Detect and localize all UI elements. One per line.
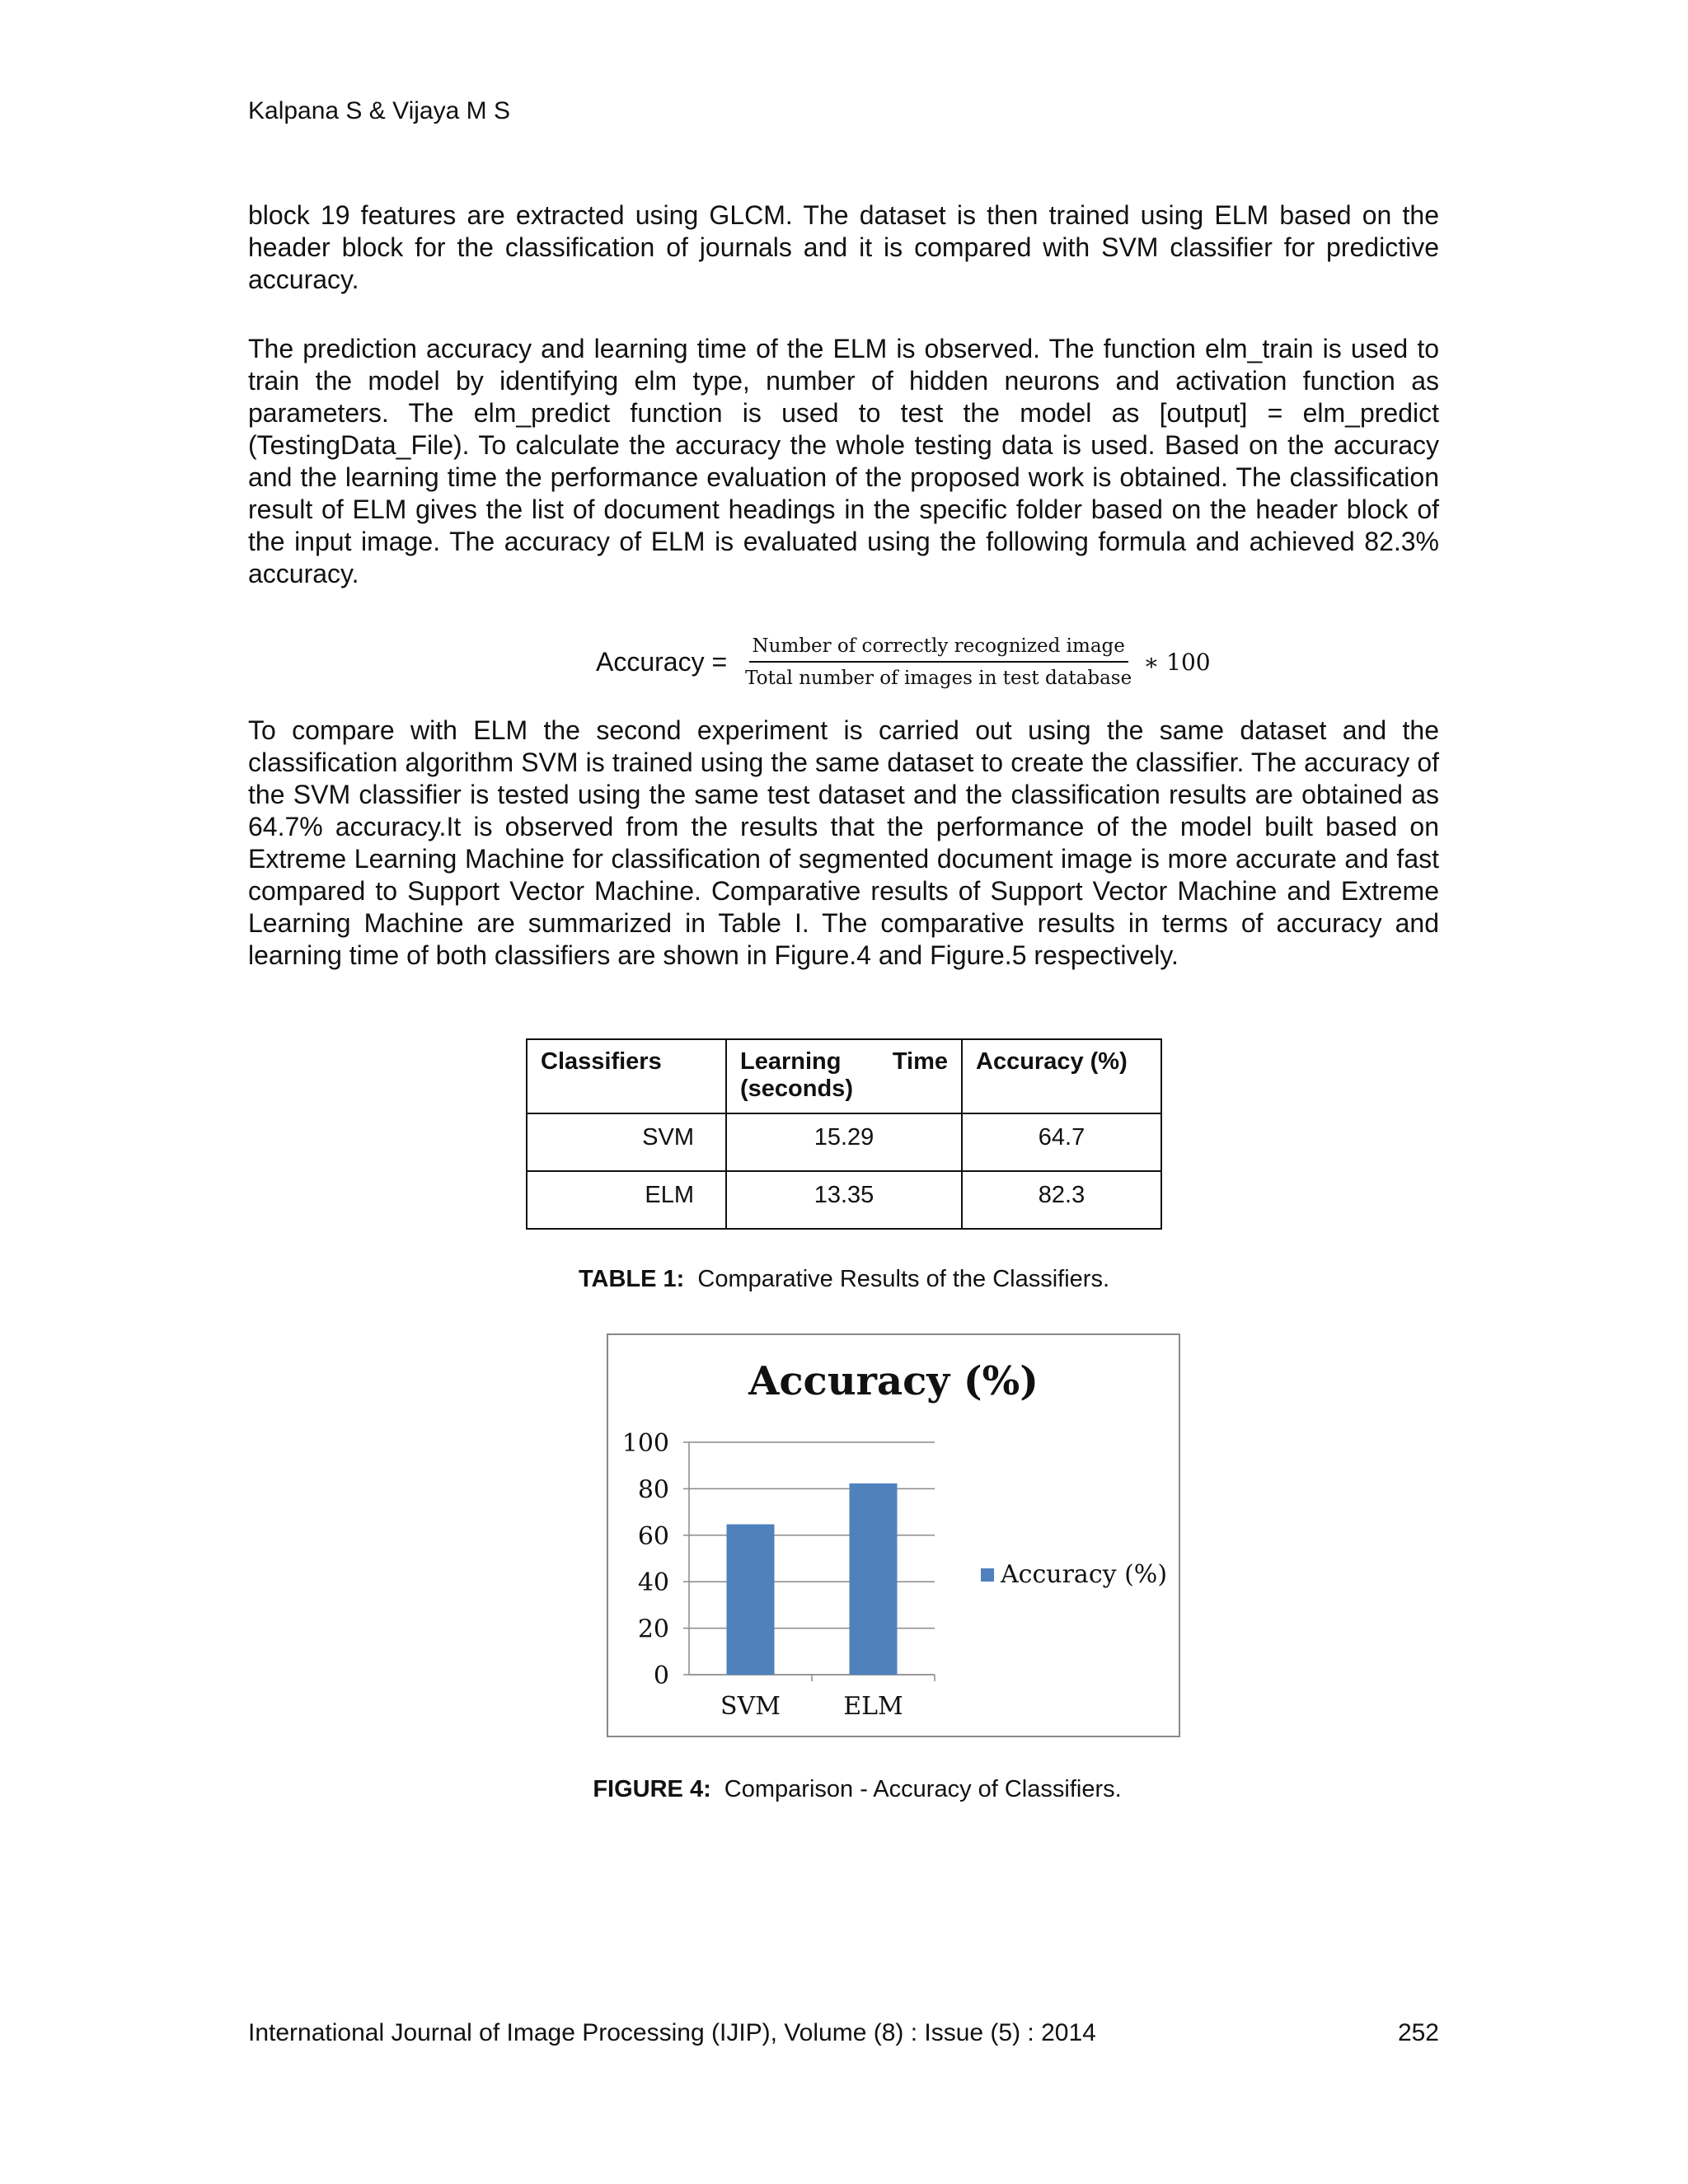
chart-title: Accuracy (%)	[748, 1358, 1039, 1404]
y-tick-label: 100	[621, 1429, 669, 1458]
table-row	[527, 1113, 1161, 1171]
paragraph-3: To compare with ELM the second experiment is carried out using the same dataset and the classification algorithm SVM is trained using the same dataset to create the classifier. The accuracy of the SVM classifier is tested using the same test dataset and the classification results are obtained as 64.7% accuracy.It is observed from the results that the performance of the model built based on Extreme Learning Machine for classification of segmented document image is more accurate and fast compared to Support Vector Machine. Comparative results of Support Vector Machine and Extreme Learning Machine are summarized in Table I. The comparative results in terms of accuracy and learning time of both classifiers are shown in Figure.4 and Figure.5 respectively.	[248, 715, 1439, 970]
header-learning-time	[726, 1039, 962, 1113]
table-header-row	[527, 1039, 1161, 1113]
formula-label: Accuracy =	[596, 646, 728, 677]
formula-denominator: Total number of images in test database	[745, 667, 1132, 689]
chart-canvas	[608, 1335, 1179, 1736]
figure-caption	[0, 1776, 1688, 1803]
running-header: Kalpana S & Vijaya M S	[248, 97, 510, 124]
y-tick-label: 20	[637, 1615, 669, 1644]
paragraph-2: The prediction accuracy and learning time of the ELM is observed. The function elm_train is used to train the model by identifying elm type, number of hidden neurons and activation function as parameters. The elm_predict function is used to test the model as [output] = elm_predict (TestingData_File). To calculate the accuracy the whole testing data is used. Based on the accuracy and the learning time the performance evaluation of the proposed work is obtained. The classification result of ELM gives the list of document headings in the specific folder based on the header block of the input image. The accuracy of ELM is evaluated using the following formula and achieved 82.3% accuracy.	[248, 334, 1439, 588]
header-learning-word: Learning	[740, 1048, 842, 1075]
table-caption	[0, 1266, 1688, 1293]
cell-learning-time: 15.29	[726, 1113, 962, 1171]
y-tick-label: 80	[637, 1475, 669, 1505]
header-accuracy: Accuracy (%)	[962, 1039, 1161, 1113]
accuracy-chart	[607, 1333, 1180, 1737]
figure-caption-label: FIGURE 4:	[593, 1776, 711, 1802]
formula-fraction	[742, 635, 1135, 689]
y-tick-label: 60	[637, 1521, 669, 1551]
cell-classifier: SVM	[527, 1113, 726, 1171]
bar-elm	[850, 1483, 898, 1675]
legend-swatch	[981, 1568, 994, 1582]
page-number: 252	[1397, 2019, 1439, 2046]
header-classifiers: Classifiers	[527, 1039, 726, 1113]
cell-accuracy: 64.7	[962, 1113, 1161, 1171]
cell-classifier: ELM	[527, 1171, 726, 1229]
figure-caption-text: Comparison - Accuracy of Classifiers.	[724, 1776, 1122, 1802]
table-caption-text: Comparative Results of the Classifiers.	[697, 1266, 1110, 1292]
results-table	[526, 1038, 1162, 1230]
cell-learning-time: 13.35	[726, 1171, 962, 1229]
x-tick-label: ELM	[843, 1692, 903, 1721]
accuracy-formula	[596, 625, 1211, 699]
formula-numerator: Number of correctly recognized image	[749, 635, 1128, 663]
paragraph-1: block 19 features are extracted using GLCM. The dataset is then trained using ELM based on the header block for the classification of journals and it is compared with SVM classifier for predictive accuracy.	[248, 200, 1439, 294]
header-seconds-word: (seconds)	[740, 1076, 853, 1102]
table-row	[527, 1171, 1161, 1229]
x-tick-label: SVM	[720, 1692, 781, 1721]
formula-multiplier: ∗ 100	[1143, 648, 1211, 676]
y-tick-label: 0	[653, 1661, 669, 1690]
cell-accuracy: 82.3	[962, 1171, 1161, 1229]
table-caption-label: TABLE 1:	[578, 1266, 685, 1292]
header-time-word: Time	[892, 1048, 948, 1075]
footer-journal: International Journal of Image Processing (IJIP), Volume (8) : Issue (5) : 2014	[248, 2019, 1096, 2046]
bar-svm	[727, 1525, 775, 1675]
page-footer	[248, 2019, 1439, 2047]
legend-label: Accuracy (%)	[1001, 1560, 1168, 1589]
y-tick-label: 40	[637, 1568, 669, 1598]
